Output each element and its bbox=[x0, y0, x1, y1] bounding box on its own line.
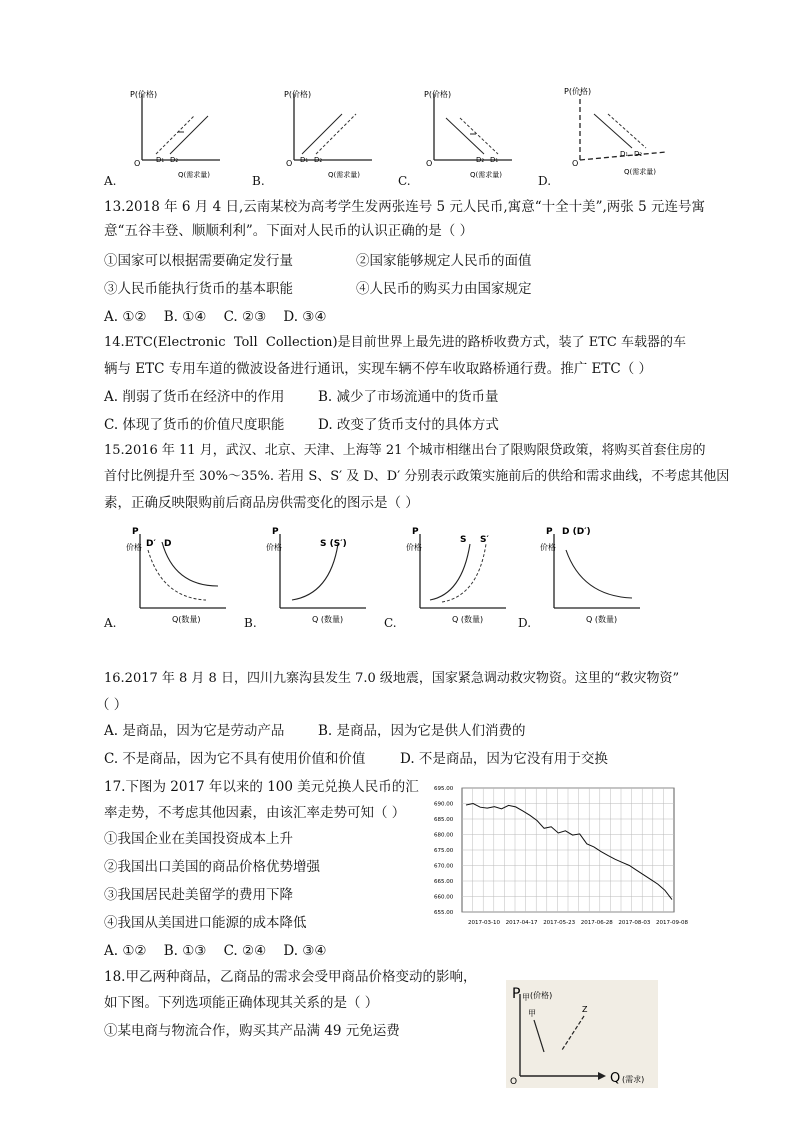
svg-text:O: O bbox=[572, 159, 579, 168]
q15-graph-b bbox=[262, 520, 372, 628]
y-tick-label: 670.00 bbox=[434, 863, 454, 870]
q15-graph-d bbox=[536, 520, 646, 628]
x-tick-label: 2017-04-17 bbox=[505, 920, 538, 926]
q14-option-d: D. 改变了货币支付的具体方式 bbox=[318, 417, 499, 433]
q14-stem-line1: 14.ETC(Electronic Toll Collection)是目前世界上最先进的路桥收费方式，装了 ETC 车载器的车 bbox=[104, 335, 686, 350]
q15-graph-a bbox=[122, 520, 232, 628]
q12-graph-c bbox=[412, 82, 532, 192]
q15-graph-c bbox=[402, 520, 512, 628]
q16-stem-line2: （ ） bbox=[96, 697, 128, 713]
q14-option-b: B. 减少了市场流通中的货币量 bbox=[318, 389, 499, 405]
svg-text:D₂: D₂ bbox=[476, 156, 485, 164]
svg-text:D₁: D₁ bbox=[490, 156, 499, 164]
svg-text:Q(需求量): Q(需求量) bbox=[328, 171, 360, 179]
svg-text:Q(需求量): Q(需求量) bbox=[470, 171, 502, 179]
svg-text:D (D′): D (D′) bbox=[562, 527, 591, 537]
q13-statement-1: ①国家可以根据需要确定发行量 bbox=[104, 253, 293, 269]
svg-text:价格: 价格 bbox=[126, 543, 142, 552]
x-tick-label: 2017-03-10 bbox=[468, 920, 500, 926]
q15-stem-line1: 15.2016 年 11 月，武汉、北京、天津、上海等 21 个城市相继出台了限购限贷政策，将购买首套住房的 bbox=[104, 443, 706, 458]
svg-text:D₁: D₁ bbox=[620, 150, 629, 158]
q18-stem-line1: 18.甲乙两种商品，乙商品的需求会受甲商品价格变动的影响， bbox=[104, 969, 477, 985]
svg-text:O: O bbox=[286, 159, 293, 168]
q14-stem-line2: 辆与 ETC 专用车道的微波设备进行通讯，实现车辆不停车收取路桥通行费。推广 ETC（ ） bbox=[104, 361, 653, 377]
y-tick-label: 675.00 bbox=[434, 848, 454, 854]
chart-y-ticks bbox=[434, 786, 454, 916]
q12-option-a: A. bbox=[104, 174, 117, 188]
q13-stem-line2: 意“五谷丰登、顺顺利利”。下面对人民币的认识正确的是（ ） bbox=[104, 223, 474, 239]
y-tick-label: 680.00 bbox=[434, 832, 454, 839]
svg-text:P(价格): P(价格) bbox=[424, 90, 452, 99]
q17-choices: A. ①② B. ①③ C. ②④ D. ③④ bbox=[104, 943, 327, 959]
q14-option-c: C. 体现了货币的价值尺度职能 bbox=[104, 417, 285, 433]
q15-option-c: C. bbox=[384, 616, 397, 630]
svg-text:P(价格): P(价格) bbox=[564, 87, 592, 96]
q15-option-a: A. bbox=[104, 616, 117, 630]
q16-option-d: D. 不是商品，因为它没有用于交换 bbox=[400, 751, 608, 767]
q18-stem-line2: 如下图。下列选项能正确体现其关系的是（ ） bbox=[104, 995, 379, 1011]
q12a-p-label: P(价格) bbox=[130, 90, 158, 99]
svg-text:S: S bbox=[460, 535, 467, 545]
chart-x-ticks bbox=[468, 920, 688, 926]
x-tick-label: 2017-09-08 bbox=[656, 920, 688, 926]
q13-choices: A. ①② B. ①④ C. ②③ D. ③④ bbox=[104, 309, 327, 325]
svg-text:P: P bbox=[272, 527, 279, 537]
svg-text:Z: Z bbox=[582, 1005, 588, 1014]
x-tick-label: 2017-06-28 bbox=[580, 920, 613, 926]
svg-text:(价格): (价格) bbox=[530, 991, 553, 1000]
q18-statement-1: ①某电商与物流合作，购买其产品满 49 元免运费 bbox=[104, 1023, 400, 1039]
svg-text:P: P bbox=[132, 527, 139, 537]
q17-statement-3: ③我国居民赴美留学的费用下降 bbox=[104, 887, 293, 903]
q13-statement-2: ②国家能够规定人民币的面值 bbox=[356, 253, 532, 269]
q17-stem-line2: 率走势，不考虑其他因素，由该汇率走势可知（ ） bbox=[104, 805, 406, 821]
q12-graph-b bbox=[272, 82, 392, 192]
svg-text:D′: D′ bbox=[146, 539, 156, 549]
y-tick-label: 695.00 bbox=[434, 786, 454, 792]
q15-stem-line3: 素，正确反映限购前后商品房供需变化的图示是（ ） bbox=[104, 495, 419, 511]
q17-statement-1: ①我国企业在美国投资成本上升 bbox=[104, 831, 293, 847]
svg-text:D₂: D₂ bbox=[170, 156, 179, 164]
y-tick-label: 685.00 bbox=[434, 817, 454, 823]
svg-text:Q(需求量): Q(需求量) bbox=[624, 168, 656, 176]
svg-text:甲: 甲 bbox=[528, 1009, 536, 1018]
svg-text:价格: 价格 bbox=[406, 543, 422, 552]
q12-option-c: C. bbox=[398, 174, 411, 188]
q13-statement-4: ④人民币的购买力由国家规定 bbox=[356, 281, 532, 297]
q16-option-b: B. 是商品，因为它是供人们消费的 bbox=[318, 723, 526, 739]
y-tick-label: 690.00 bbox=[434, 801, 454, 808]
q12-option-d: D. bbox=[538, 174, 552, 188]
q15-option-d: D. bbox=[518, 616, 532, 630]
svg-text:O: O bbox=[426, 159, 433, 168]
svg-text:D: D bbox=[164, 539, 172, 549]
q15-option-b: B. bbox=[244, 616, 257, 630]
svg-text:Q (数量): Q (数量) bbox=[452, 615, 484, 624]
svg-text:P: P bbox=[546, 527, 553, 537]
q16-stem-line1: 16.2017 年 8 月 8 日，四川九寨沟县发生 7.0 级地震，国家紧急调动救灾物资。这里的“救灾物资” bbox=[104, 671, 680, 686]
y-tick-label: 660.00 bbox=[434, 894, 454, 901]
q14-option-a: A. 削弱了货币在经济中的作用 bbox=[104, 389, 285, 405]
svg-text:Q: Q bbox=[610, 1071, 621, 1086]
q12-option-b: B. bbox=[252, 174, 265, 188]
svg-text:O: O bbox=[510, 1077, 518, 1087]
x-tick-label: 2017-08-03 bbox=[618, 920, 651, 926]
svg-text:价格: 价格 bbox=[540, 543, 556, 552]
y-tick-label: 655.00 bbox=[434, 910, 454, 916]
x-tick-label: 2017-05-23 bbox=[543, 920, 576, 926]
svg-text:Q (数量): Q (数量) bbox=[586, 615, 618, 624]
exchange-rate-chart bbox=[432, 784, 688, 932]
svg-text:D₂: D₂ bbox=[634, 150, 643, 158]
q15-stem-line2: 首付比例提升至 30%～35%. 若用 S、S′ 及 D、D′ 分别表示政策实施前后的供给和需求曲线，不考虑其他因 bbox=[104, 469, 730, 484]
q17-stem-line1: 17.下图为 2017 年以来的 100 美元兑换人民币的汇 bbox=[104, 779, 419, 795]
svg-text:P(价格): P(价格) bbox=[284, 90, 312, 99]
svg-text:甲: 甲 bbox=[522, 993, 530, 1002]
svg-text:Q (数量): Q (数量) bbox=[312, 615, 344, 624]
y-tick-label: 665.00 bbox=[434, 879, 454, 885]
svg-text:Q(需求量): Q(需求量) bbox=[178, 171, 210, 179]
svg-text:(需求): (需求) bbox=[622, 1075, 645, 1084]
svg-text:S′: S′ bbox=[480, 535, 489, 545]
svg-text:S (S′): S (S′) bbox=[320, 539, 347, 549]
q16-option-c: C. 不是商品，因为它不具有使用价值和价值 bbox=[104, 751, 366, 767]
svg-text:D₁: D₁ bbox=[300, 156, 309, 164]
q17-statement-2: ②我国出口美国的商品价格优势增强 bbox=[104, 859, 320, 875]
svg-text:O: O bbox=[134, 159, 141, 168]
q12-graph-d bbox=[558, 82, 688, 192]
q16-option-a: A. 是商品，因为它是劳动产品 bbox=[104, 723, 285, 739]
q18-graph bbox=[506, 980, 658, 1088]
svg-text:P: P bbox=[412, 527, 419, 537]
q13-statement-3: ③人民币能执行货币的基本职能 bbox=[104, 281, 293, 297]
q17-statement-4: ④我国从美国进口能源的成本降低 bbox=[104, 915, 307, 931]
svg-text:价格: 价格 bbox=[266, 543, 282, 552]
svg-text:D₂: D₂ bbox=[314, 156, 323, 164]
q13-stem-line1: 13.2018 年 6 月 4 日,云南某校为高考学生发两张连号 5 元人民币,寓意“十全十美”,两张 5 元连号寓 bbox=[104, 199, 705, 215]
q12-graph-a bbox=[120, 82, 240, 192]
svg-text:D₁: D₁ bbox=[156, 156, 165, 164]
svg-text:Q(数量): Q(数量) bbox=[172, 615, 201, 624]
svg-text:P: P bbox=[512, 986, 521, 1002]
